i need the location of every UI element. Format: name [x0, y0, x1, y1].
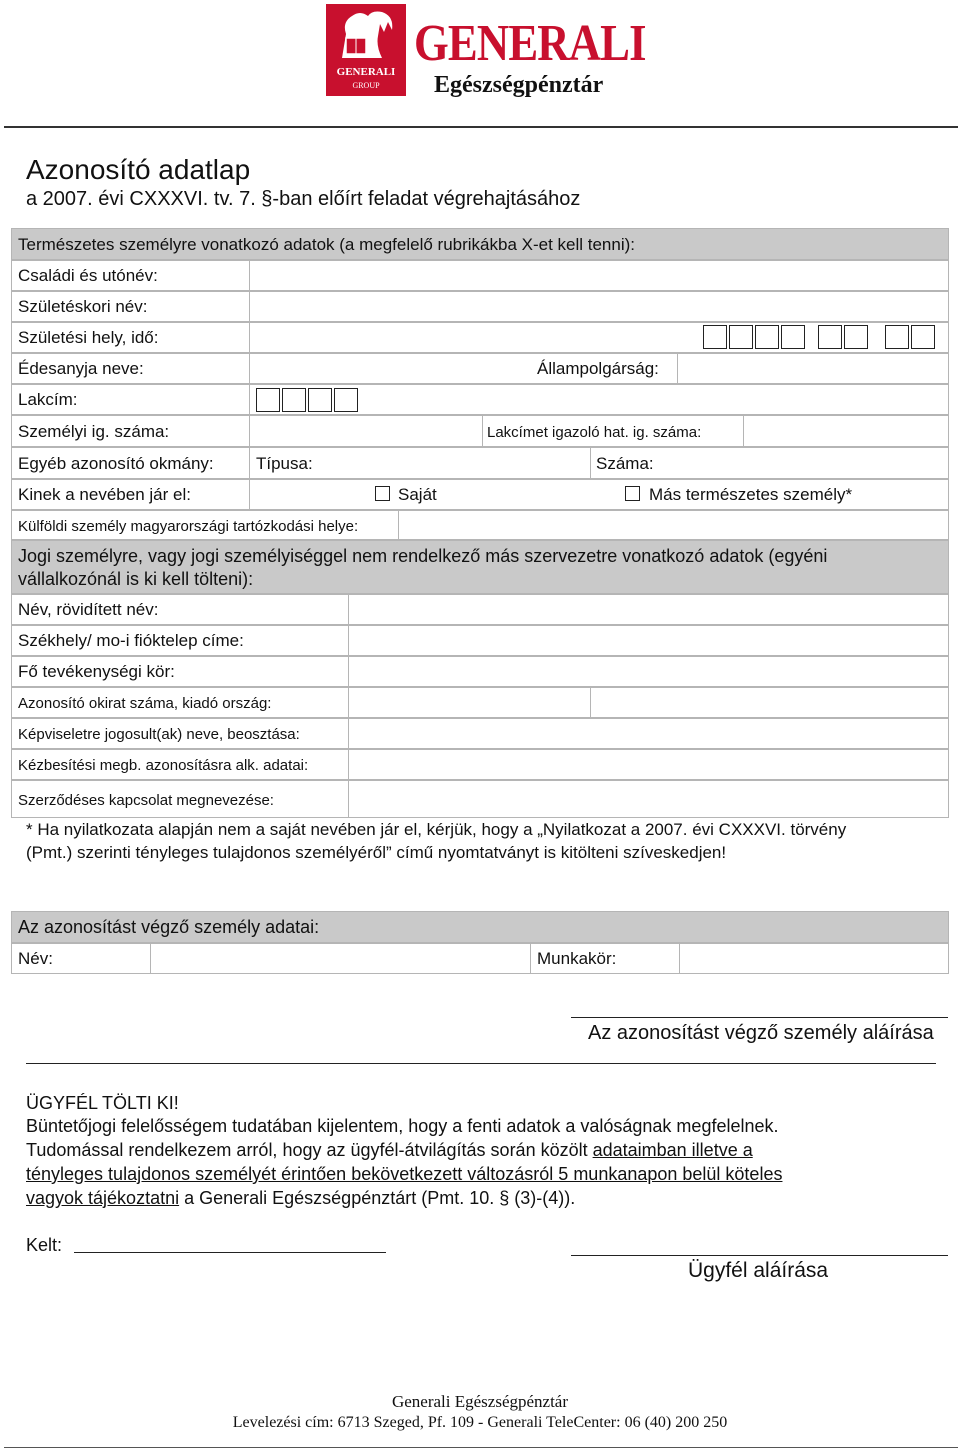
client-heading: ÜGYFÉL TÖLTI KI!	[26, 1093, 179, 1113]
on-behalf-label: Kinek a nevében jár el:	[18, 485, 191, 504]
generali-lion-logo	[326, 4, 406, 96]
footer-company: Generali Egészségpénztár	[391, 1392, 569, 1411]
own-checkbox[interactable]	[375, 486, 390, 501]
footer-contact: Levelezési cím: 6713 Szeged, Pf. 109 - Generali TeleCenter: 06 (40) 200 250	[232, 1414, 728, 1431]
birth-year-box[interactable]	[755, 325, 779, 349]
mother-name-row	[11, 353, 949, 384]
client-declaration-line1: Büntetőjogi felelősségem tudatában kijelentem, hogy a fenti adatok a valóságnak megfelelnek.	[26, 1116, 779, 1136]
address-row	[11, 384, 949, 415]
identifier-name-label: Név:	[18, 949, 53, 968]
id-number-row	[11, 415, 949, 447]
other-document-label: Egyéb azonosító okmány:	[18, 454, 214, 473]
legal-person-section-title: Jogi személyre, vagy jogi személyiséggel nem rendelkező más szervezetre vonatkozó adatok (egyéni	[18, 546, 828, 566]
birth-name-label: Születéskori név:	[18, 297, 148, 316]
birth-month-box[interactable]	[844, 325, 868, 349]
brand-name: GENERALI	[414, 15, 646, 72]
identifier-section-header	[11, 911, 949, 943]
citizenship-label: Állampolgárság:	[537, 359, 659, 378]
winged-lion-icon	[332, 8, 400, 62]
company-doc-label: Azonosító okirat száma, kiadó ország:	[18, 695, 272, 712]
address-card-label: Lakcímet igazoló hat. ig. száma:	[487, 424, 702, 441]
header-divider	[4, 126, 958, 128]
seat-label: Székhely/ mo-i fióktelep címe:	[18, 631, 244, 650]
birth-year-box[interactable]	[781, 325, 805, 349]
declaration-text: a Generali Egészségpénztárt (Pmt. 10. § (3)-(4)).	[179, 1188, 576, 1208]
brand-subtitle: Egészségpénztár	[434, 72, 604, 98]
logo-group-sub: GROUP	[352, 81, 380, 90]
document-number-row	[11, 687, 949, 718]
legal-person-section-header	[11, 540, 949, 594]
legal-person-section-title-cont: vállalkozónál is ki kell tölteni):	[18, 569, 254, 589]
declaration-underlined-text: adataimban illetve a	[592, 1140, 753, 1160]
natural-person-section-header	[11, 228, 949, 260]
main-activity-row	[11, 656, 949, 687]
representative-label: Képviseletre jogosult(ak) neve, beosztása:	[18, 726, 300, 743]
delivery-row	[11, 749, 949, 780]
declaration-underlined-text: vagyok tájékoztatni	[26, 1188, 180, 1208]
page-title: Azonosító adatlap	[26, 154, 251, 185]
main-activity-label: Fő tevékenységi kör:	[18, 662, 175, 681]
contract-row	[11, 780, 949, 818]
id-number-label: Személyi ig. száma:	[18, 422, 170, 441]
contract-label: Szerződéses kapcsolat megnevezése:	[18, 792, 274, 809]
section-divider-line	[26, 1063, 936, 1064]
on-behalf-row	[11, 479, 949, 510]
birth-place-row	[11, 322, 949, 353]
seat-row	[11, 625, 949, 656]
delivery-label: Kézbesítési megb. azonosításra alk. adatai:	[18, 757, 309, 774]
birth-year-box[interactable]	[703, 325, 727, 349]
client-declaration-line2	[26, 1139, 753, 1162]
footnote: * Ha nyilatkozata alapján nem a saját nevében jár el, kérjük, hogy a „Nyilatkozat a 2007. évi CXXXVI. törvény	[26, 820, 847, 839]
postcode-box[interactable]	[282, 388, 306, 412]
client-declaration-line3: tényleges tulajdonos személyét érintően bekövetkezett változásról 5 munkanapon belül köteles	[26, 1164, 783, 1184]
identifier-signature-line[interactable]	[571, 1017, 948, 1018]
footer-divider	[4, 1447, 958, 1448]
postcode-box[interactable]	[334, 388, 358, 412]
birth-name-row	[11, 291, 949, 322]
footnote-cont: (Pmt.) szerinti tényleges tulajdonos személyéről” című nyomtatványt is kitölteni szíveskedjen!	[26, 843, 727, 862]
logo-group-text: GENERALI	[336, 66, 396, 78]
birth-year-box[interactable]	[729, 325, 753, 349]
birth-day-box[interactable]	[885, 325, 909, 349]
postcode-box[interactable]	[256, 388, 280, 412]
identifier-job-label: Munkakör:	[537, 949, 617, 968]
other-document-row	[11, 447, 949, 479]
foreign-residence-row	[11, 510, 949, 540]
other-person-checkbox[interactable]	[625, 486, 640, 501]
birth-place-label: Születési hely, idő:	[18, 328, 159, 347]
family-name-label: Családi és utónév:	[18, 266, 158, 285]
dated-line[interactable]	[74, 1252, 386, 1253]
family-name-row	[11, 260, 949, 291]
document-number-label: Száma:	[596, 454, 654, 473]
identifier-section-title: Az azonosítást végző személy adatai:	[18, 917, 320, 937]
declaration-text: Tudomással rendelkezem arról, hogy az ügyfél-átvilágítás során közölt	[26, 1140, 593, 1160]
birth-month-box[interactable]	[818, 325, 842, 349]
dated-label: Kelt:	[26, 1235, 63, 1255]
postcode-box[interactable]	[308, 388, 332, 412]
identifier-signature-label: Az azonosítást végző személy aláírása	[588, 1022, 934, 1044]
birth-day-box[interactable]	[911, 325, 935, 349]
document-type-label: Típusa:	[256, 454, 313, 473]
mother-name-label: Édesanyja neve:	[18, 359, 144, 378]
foreign-residence-label: Külföldi személy magyarországi tartózkodási helye:	[18, 518, 359, 535]
company-name-label: Név, rövidített név:	[18, 600, 159, 619]
client-signature-line[interactable]	[571, 1255, 948, 1256]
client-declaration-line4	[26, 1187, 575, 1210]
address-label: Lakcím:	[18, 390, 78, 409]
page-subtitle: a 2007. évi CXXXVI. tv. 7. §-ban előírt feladat végrehajtásához	[26, 188, 581, 210]
natural-person-section-title: Természetes személyre vonatkozó adatok (a megfelelő rubrikákba X-et kell tenni):	[18, 235, 636, 254]
representative-row	[11, 718, 949, 749]
own-option-label: Saját	[398, 485, 437, 504]
other-person-option-label: Más természetes személy*	[649, 485, 853, 504]
identifier-row	[11, 943, 949, 974]
company-name-row	[11, 594, 949, 625]
client-signature-label: Ügyfél aláírása	[688, 1259, 829, 1282]
